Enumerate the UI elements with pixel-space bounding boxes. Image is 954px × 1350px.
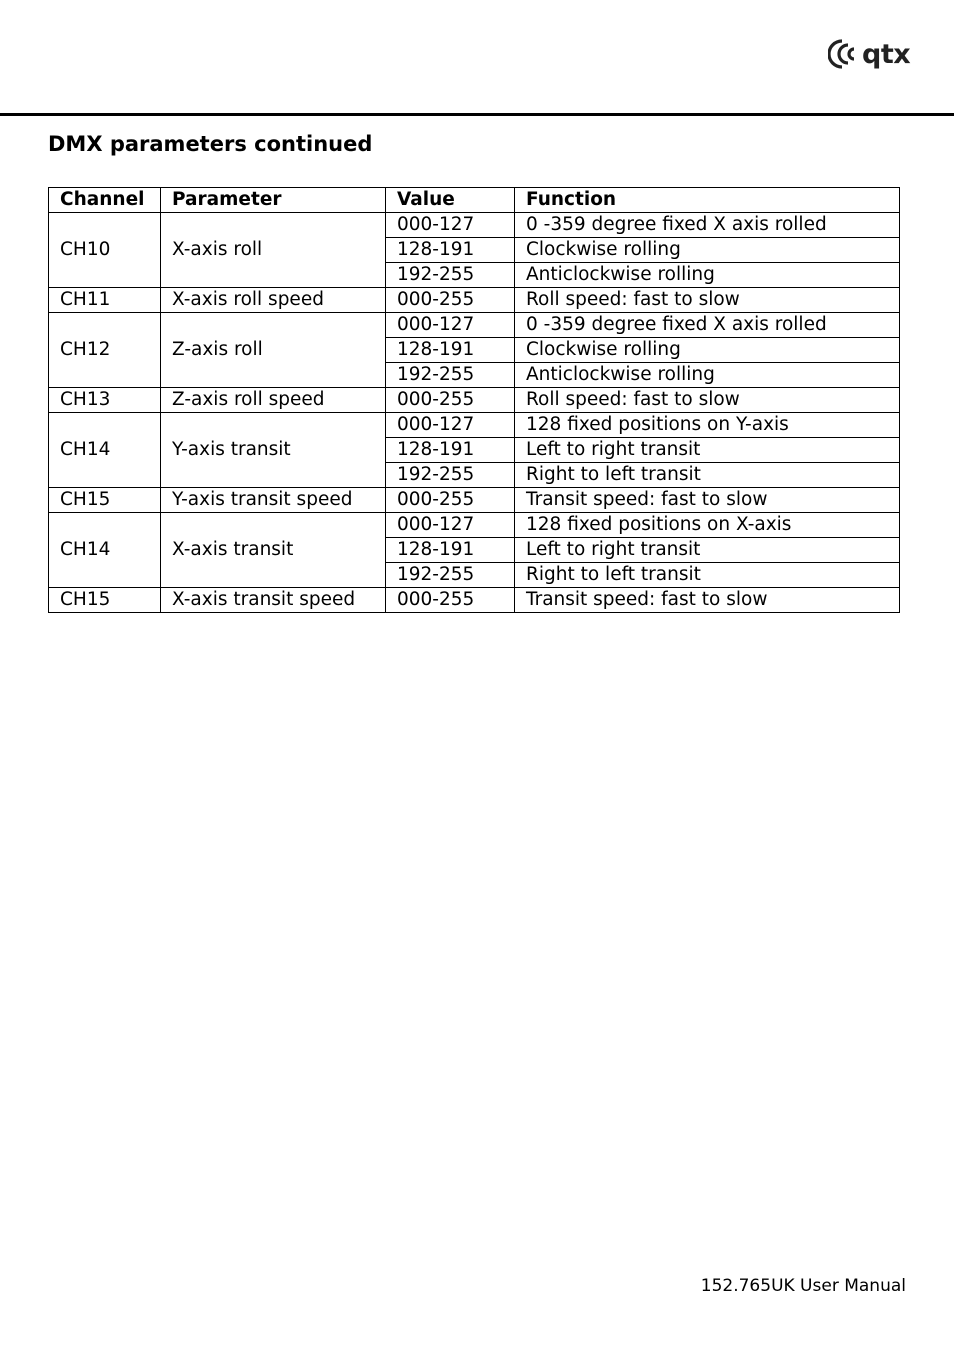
value-cell: 128-191 (386, 438, 515, 463)
table-row (49, 288, 900, 313)
dmx-parameters-table (48, 187, 900, 613)
table-row (49, 413, 900, 438)
parameter-cell: X-axis roll (161, 213, 386, 288)
function-cell: 0 -359 degree fixed X axis rolled (515, 213, 900, 238)
table-row (49, 488, 900, 513)
parameter-cell: Y-axis transit (161, 413, 386, 488)
value-cell: 000-255 (386, 588, 515, 613)
value-cell: 192-255 (386, 363, 515, 388)
table-row (49, 588, 900, 613)
function-cell: Transit speed: fast to slow (515, 488, 900, 513)
function-cell: 0 -359 degree fixed X axis rolled (515, 313, 900, 338)
table-row (49, 213, 900, 238)
value-cell: 128-191 (386, 538, 515, 563)
function-cell: Anticlockwise rolling (515, 263, 900, 288)
header-divider (0, 113, 954, 116)
table-row (49, 513, 900, 538)
column-header-parameter: Parameter (161, 188, 386, 213)
value-cell: 000-127 (386, 213, 515, 238)
parameter-cell: Y-axis transit speed (161, 488, 386, 513)
column-header-channel: Channel (49, 188, 161, 213)
footer-manual-label: 152.765UK User Manual (700, 1276, 906, 1296)
value-cell: 000-255 (386, 488, 515, 513)
parameter-cell: X-axis transit speed (161, 588, 386, 613)
function-cell: Anticlockwise rolling (515, 363, 900, 388)
qtx-wave-logo-icon (828, 38, 858, 70)
function-cell: Clockwise rolling (515, 238, 900, 263)
function-cell: Roll speed: fast to slow (515, 388, 900, 413)
parameter-cell: Z-axis roll speed (161, 388, 386, 413)
column-header-function: Function (515, 188, 900, 213)
channel-cell: CH15 (49, 588, 161, 613)
channel-cell: CH10 (49, 213, 161, 288)
channel-cell: CH14 (49, 513, 161, 588)
value-cell: 000-127 (386, 513, 515, 538)
logo-text: qtx (862, 38, 911, 70)
brand-logo (828, 38, 910, 70)
function-cell: Right to left transit (515, 563, 900, 588)
function-cell: Left to right transit (515, 438, 900, 463)
parameter-cell: X-axis transit (161, 513, 386, 588)
table-row (49, 388, 900, 413)
function-cell: Roll speed: fast to slow (515, 288, 900, 313)
function-cell: Left to right transit (515, 538, 900, 563)
value-cell: 000-127 (386, 313, 515, 338)
page-title: DMX parameters continued (48, 132, 373, 156)
function-cell: Right to left transit (515, 463, 900, 488)
value-cell: 192-255 (386, 263, 515, 288)
channel-cell: CH11 (49, 288, 161, 313)
function-cell: Clockwise rolling (515, 338, 900, 363)
value-cell: 192-255 (386, 463, 515, 488)
value-cell: 128-191 (386, 238, 515, 263)
channel-cell: CH15 (49, 488, 161, 513)
function-cell: Transit speed: fast to slow (515, 588, 900, 613)
channel-cell: CH14 (49, 413, 161, 488)
value-cell: 000-127 (386, 413, 515, 438)
function-cell: 128 fixed positions on Y-axis (515, 413, 900, 438)
table-row (49, 313, 900, 338)
table-header-row (49, 188, 900, 213)
channel-cell: CH12 (49, 313, 161, 388)
column-header-value: Value (386, 188, 515, 213)
function-cell: 128 fixed positions on X-axis (515, 513, 900, 538)
channel-cell: CH13 (49, 388, 161, 413)
parameter-cell: Z-axis roll (161, 313, 386, 388)
parameter-cell: X-axis roll speed (161, 288, 386, 313)
value-cell: 000-255 (386, 388, 515, 413)
value-cell: 192-255 (386, 563, 515, 588)
value-cell: 000-255 (386, 288, 515, 313)
value-cell: 128-191 (386, 338, 515, 363)
